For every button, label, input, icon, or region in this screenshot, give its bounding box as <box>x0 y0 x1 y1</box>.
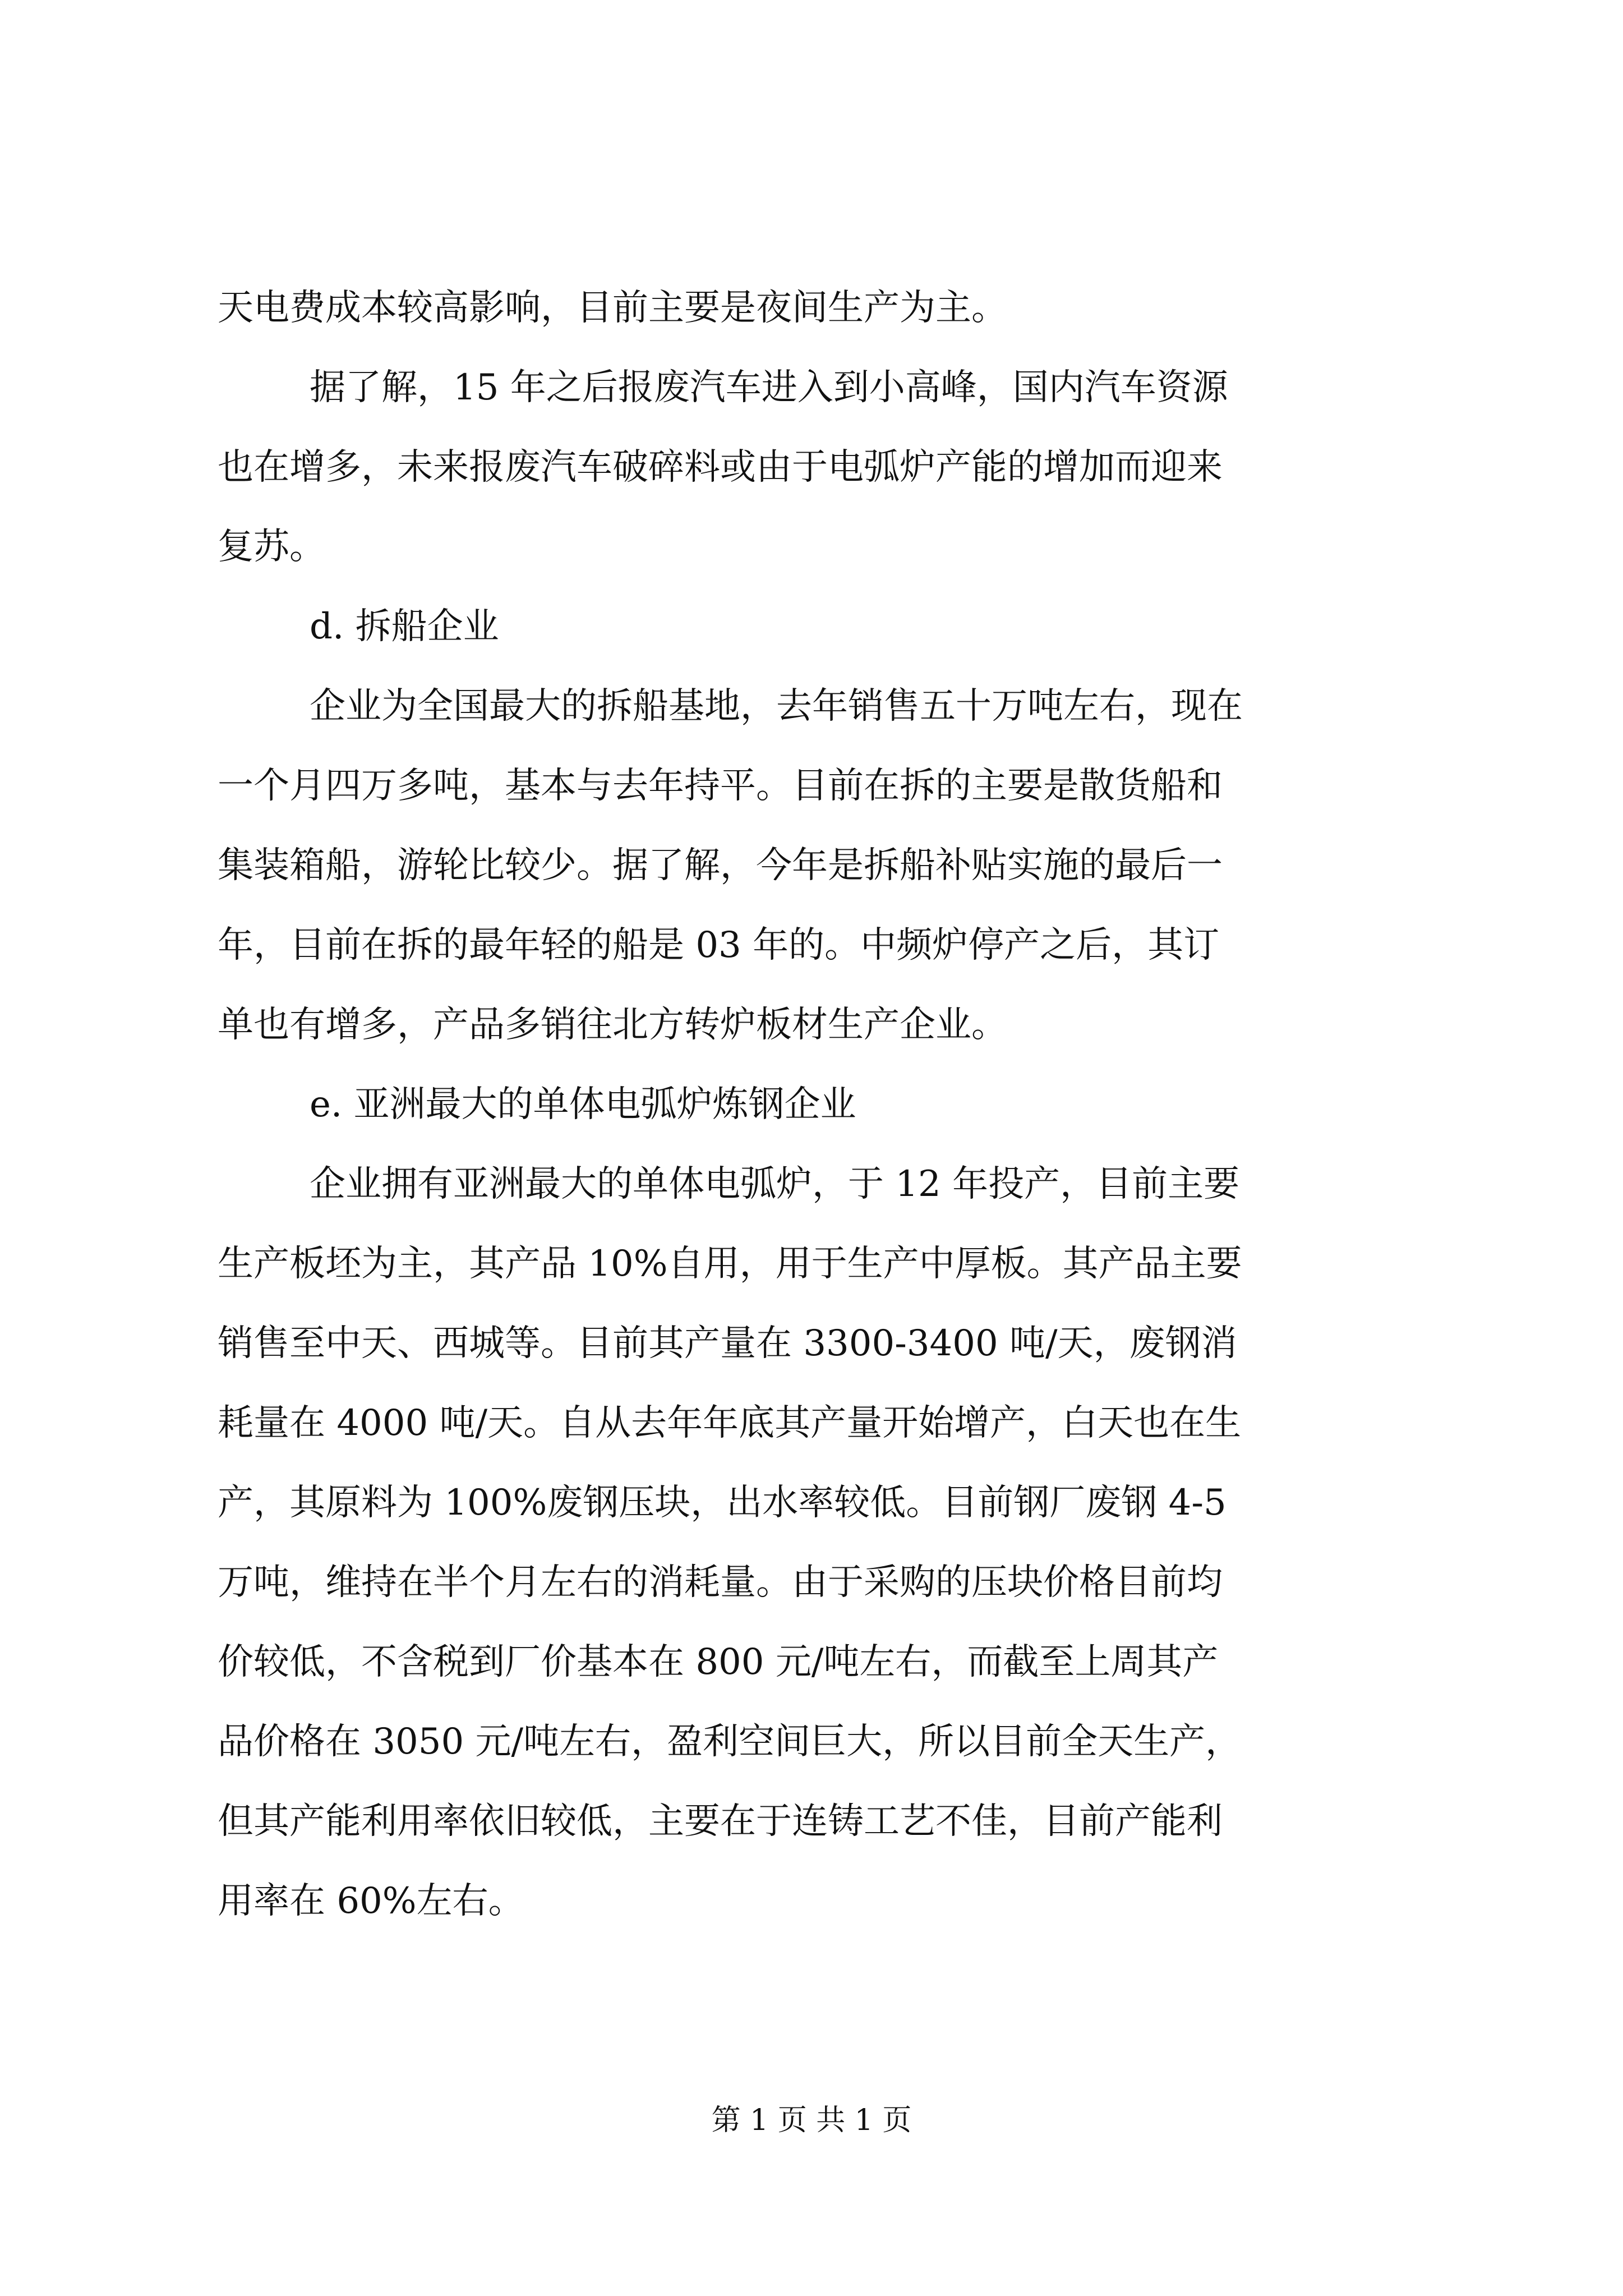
section-heading: d. 拆船企业 <box>310 606 499 647</box>
text-line: 一个月四万多吨，基本与去年持平。目前在拆的主要是散货船和 <box>218 765 1223 807</box>
page-number-label: 第 1 页 共 1 页 <box>711 2104 912 2137</box>
text-line: 耗量在 4000 吨/天。自从去年年底其产量开始增产，白天也在生 <box>218 1402 1242 1444</box>
text-line: 万吨，维持在半个月左右的消耗量。由于采购的压块价格目前均 <box>218 1562 1223 1603</box>
text-line: 价较低，不含税到厂价基本在 800 元/吨左右，而截至上周其产 <box>218 1641 1219 1683</box>
text-line: 但其产能利用率依旧较低，主要在于连铸工艺不佳，目前产能利 <box>218 1801 1223 1842</box>
text-line: 品价格在 3050 元/吨左右，盈利空间巨大，所以目前全天生产， <box>218 1721 1242 1763</box>
text-line: 年，目前在拆的最年轻的船是 03 年的。中频炉停产之后，其订 <box>218 924 1220 966</box>
text-line: 企业拥有亚洲最大的单体电弧炉，于 12 年投产，目前主要 <box>310 1163 1240 1205</box>
text-line: 销售至中天、西城等。目前其产量在 3300-3400 吨/天，废钢消 <box>218 1323 1237 1364</box>
section-heading: e. 亚洲最大的单体电弧炉炼钢企业 <box>310 1084 856 1125</box>
text-line: 据了解，15 年之后报废汽车进入到小高峰，国内汽车资源 <box>310 367 1228 408</box>
text-line: 复苏。 <box>218 526 325 568</box>
text-line: 生产板坯为主，其产品 10%自用，用于生产中厚板。其产品主要 <box>218 1243 1242 1285</box>
text-line: 产，其原料为 100%废钢压块，出水率较低。目前钢厂废钢 4-5 <box>218 1482 1227 1524</box>
page-footer <box>0 2101 1623 2140</box>
text-line: 天电费成本较高影响，目前主要是夜间生产为主。 <box>218 287 1007 329</box>
text-line: 用率在 60%左右。 <box>218 1880 524 1922</box>
text-line: 单也有增多，产品多销往北方转炉板材生产企业。 <box>218 1004 1007 1046</box>
text-line: 企业为全国最大的拆船基地，去年销售五十万吨左右，现在 <box>310 685 1243 727</box>
document-body <box>218 268 1429 1941</box>
text-line: 集装箱船，游轮比较少。据了解，今年是拆船补贴实施的最后一 <box>218 845 1223 886</box>
text-line: 也在增多，未来报废汽车破碎料或由于电弧炉产能的增加而迎来 <box>218 447 1223 488</box>
